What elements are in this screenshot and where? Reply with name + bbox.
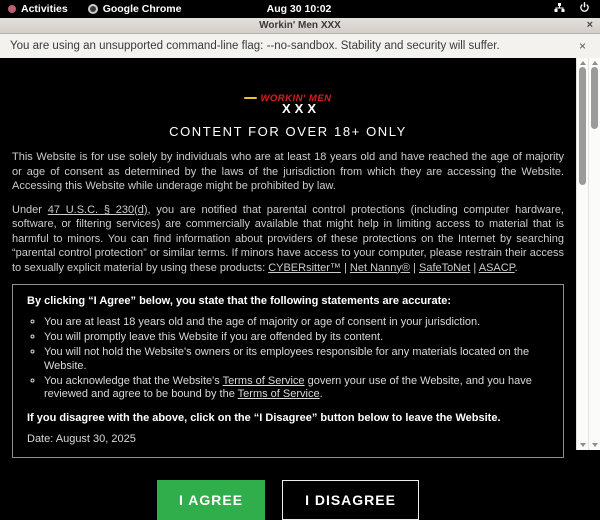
agreement-intro: By clicking “I Agree” below, you state that the following statements are accurate:: [27, 295, 452, 307]
window-close-icon[interactable]: ×: [586, 19, 593, 31]
power-icon[interactable]: [579, 2, 590, 16]
hard-hat-icon: [244, 97, 257, 99]
tos-mid: govern your use of the Website, and you have reviewed and agree to be bound by the: [44, 374, 532, 400]
link-separator: |: [340, 261, 350, 274]
para2-end: .: [514, 261, 518, 274]
page-scrollbar[interactable]: [576, 58, 588, 450]
parental-control-paragraph: [12, 203, 564, 276]
date-label: Date: August 30, 2025: [27, 432, 136, 445]
window-title: Workin' Men XXX: [259, 20, 341, 31]
activities-button[interactable]: [8, 3, 68, 15]
statement-item: ◦ You will promptly leave this Website if you are offended by its content.: [44, 331, 549, 345]
chrome-icon: [88, 4, 98, 14]
page-content: [0, 58, 576, 508]
scroll-down-arrow-icon[interactable]: [592, 443, 598, 447]
statement-item-terms: [44, 375, 549, 402]
scroll-up-arrow-icon[interactable]: [580, 61, 586, 65]
link-separator: |: [410, 261, 419, 274]
cybersitter-link[interactable]: CYBERsitter™: [268, 261, 341, 274]
app-menu-label: Google Chrome: [102, 3, 182, 15]
page-scrollbar-thumb[interactable]: [579, 67, 586, 185]
consent-button-row: [0, 480, 576, 520]
unsupported-flag-infobar: [0, 34, 600, 58]
link-separator: |: [470, 261, 479, 274]
statement-item: ◦ You are at least 18 years old and the age of majority or age of consent in your jurisdiction.: [44, 316, 549, 330]
disagree-note: If you disagree with the above, click on the “I Disagree” button below to leave the Website.: [27, 411, 501, 424]
scroll-up-arrow-icon[interactable]: [592, 61, 598, 65]
usc-230d-link[interactable]: 47 U.S.C. § 230(d): [47, 203, 148, 216]
para2-body: , you are notified that parental control protections (including computer hardware, software, or filtering services) are commercially available that might help in limiting access to material that is harmful to minors. You can find information about providers of these protections on the Internet by searching “parental control protection” or similar terms. If minors have access to your computer, please restrain their access to sexually explicit material by using these products:: [12, 203, 564, 274]
page-heading: CONTENT FOR OVER 18+ ONLY: [169, 124, 407, 139]
i-disagree-button[interactable]: I DISAGREE: [282, 480, 419, 520]
age-statement-paragraph: This Website is for use solely by individuals who are at least 18 years old and have reached the age of majority or age of consent as determined by the laws of the jurisdiction from which they are accessing the Website. Accessing this Website while underage might be prohibited by law.: [12, 151, 564, 192]
recording-indicator-icon: [8, 5, 16, 13]
gnome-top-bar: [0, 0, 600, 18]
tos-pre: You acknowledge that the Website's: [44, 374, 223, 387]
agreement-box: [12, 284, 564, 458]
agreement-statement-list: [27, 316, 549, 402]
safetonet-link[interactable]: SafeToNet: [418, 261, 471, 274]
logo-xxx-text: XXX: [281, 101, 320, 116]
tos-end: .: [319, 388, 323, 400]
asacp-link[interactable]: ASACP: [478, 261, 515, 274]
scroll-down-arrow-icon[interactable]: [580, 443, 586, 447]
activities-label: Activities: [21, 3, 68, 15]
network-icon[interactable]: [554, 2, 565, 16]
site-logo: [228, 86, 348, 115]
clock-label[interactable]: Aug 30 10:02: [266, 3, 332, 15]
infobar-close-icon[interactable]: ×: [578, 39, 586, 53]
scrollbar-region: [576, 58, 600, 450]
para2-prefix: Under: [12, 203, 48, 216]
window-scrollbar[interactable]: [588, 58, 600, 450]
window-scrollbar-thumb[interactable]: [591, 67, 598, 129]
infobar-message: You are using an unsupported command-line flag: --no-sandbox. Stability and security will suffer.: [10, 40, 500, 52]
statement-item: ◦ You will not hold the Website's owners or its employees responsible for any materials located on the Website.: [44, 346, 549, 373]
i-agree-button[interactable]: I AGREE: [157, 480, 265, 520]
logo-title-text: WORKIN' MEN: [260, 92, 332, 104]
terms-of-service-link[interactable]: Terms of Service: [237, 388, 320, 400]
terms-of-service-link[interactable]: Terms of Service: [222, 374, 305, 387]
netnanny-link[interactable]: Net Nanny®: [349, 261, 410, 274]
window-title-bar[interactable]: [0, 18, 600, 34]
app-menu-button[interactable]: [88, 3, 182, 15]
